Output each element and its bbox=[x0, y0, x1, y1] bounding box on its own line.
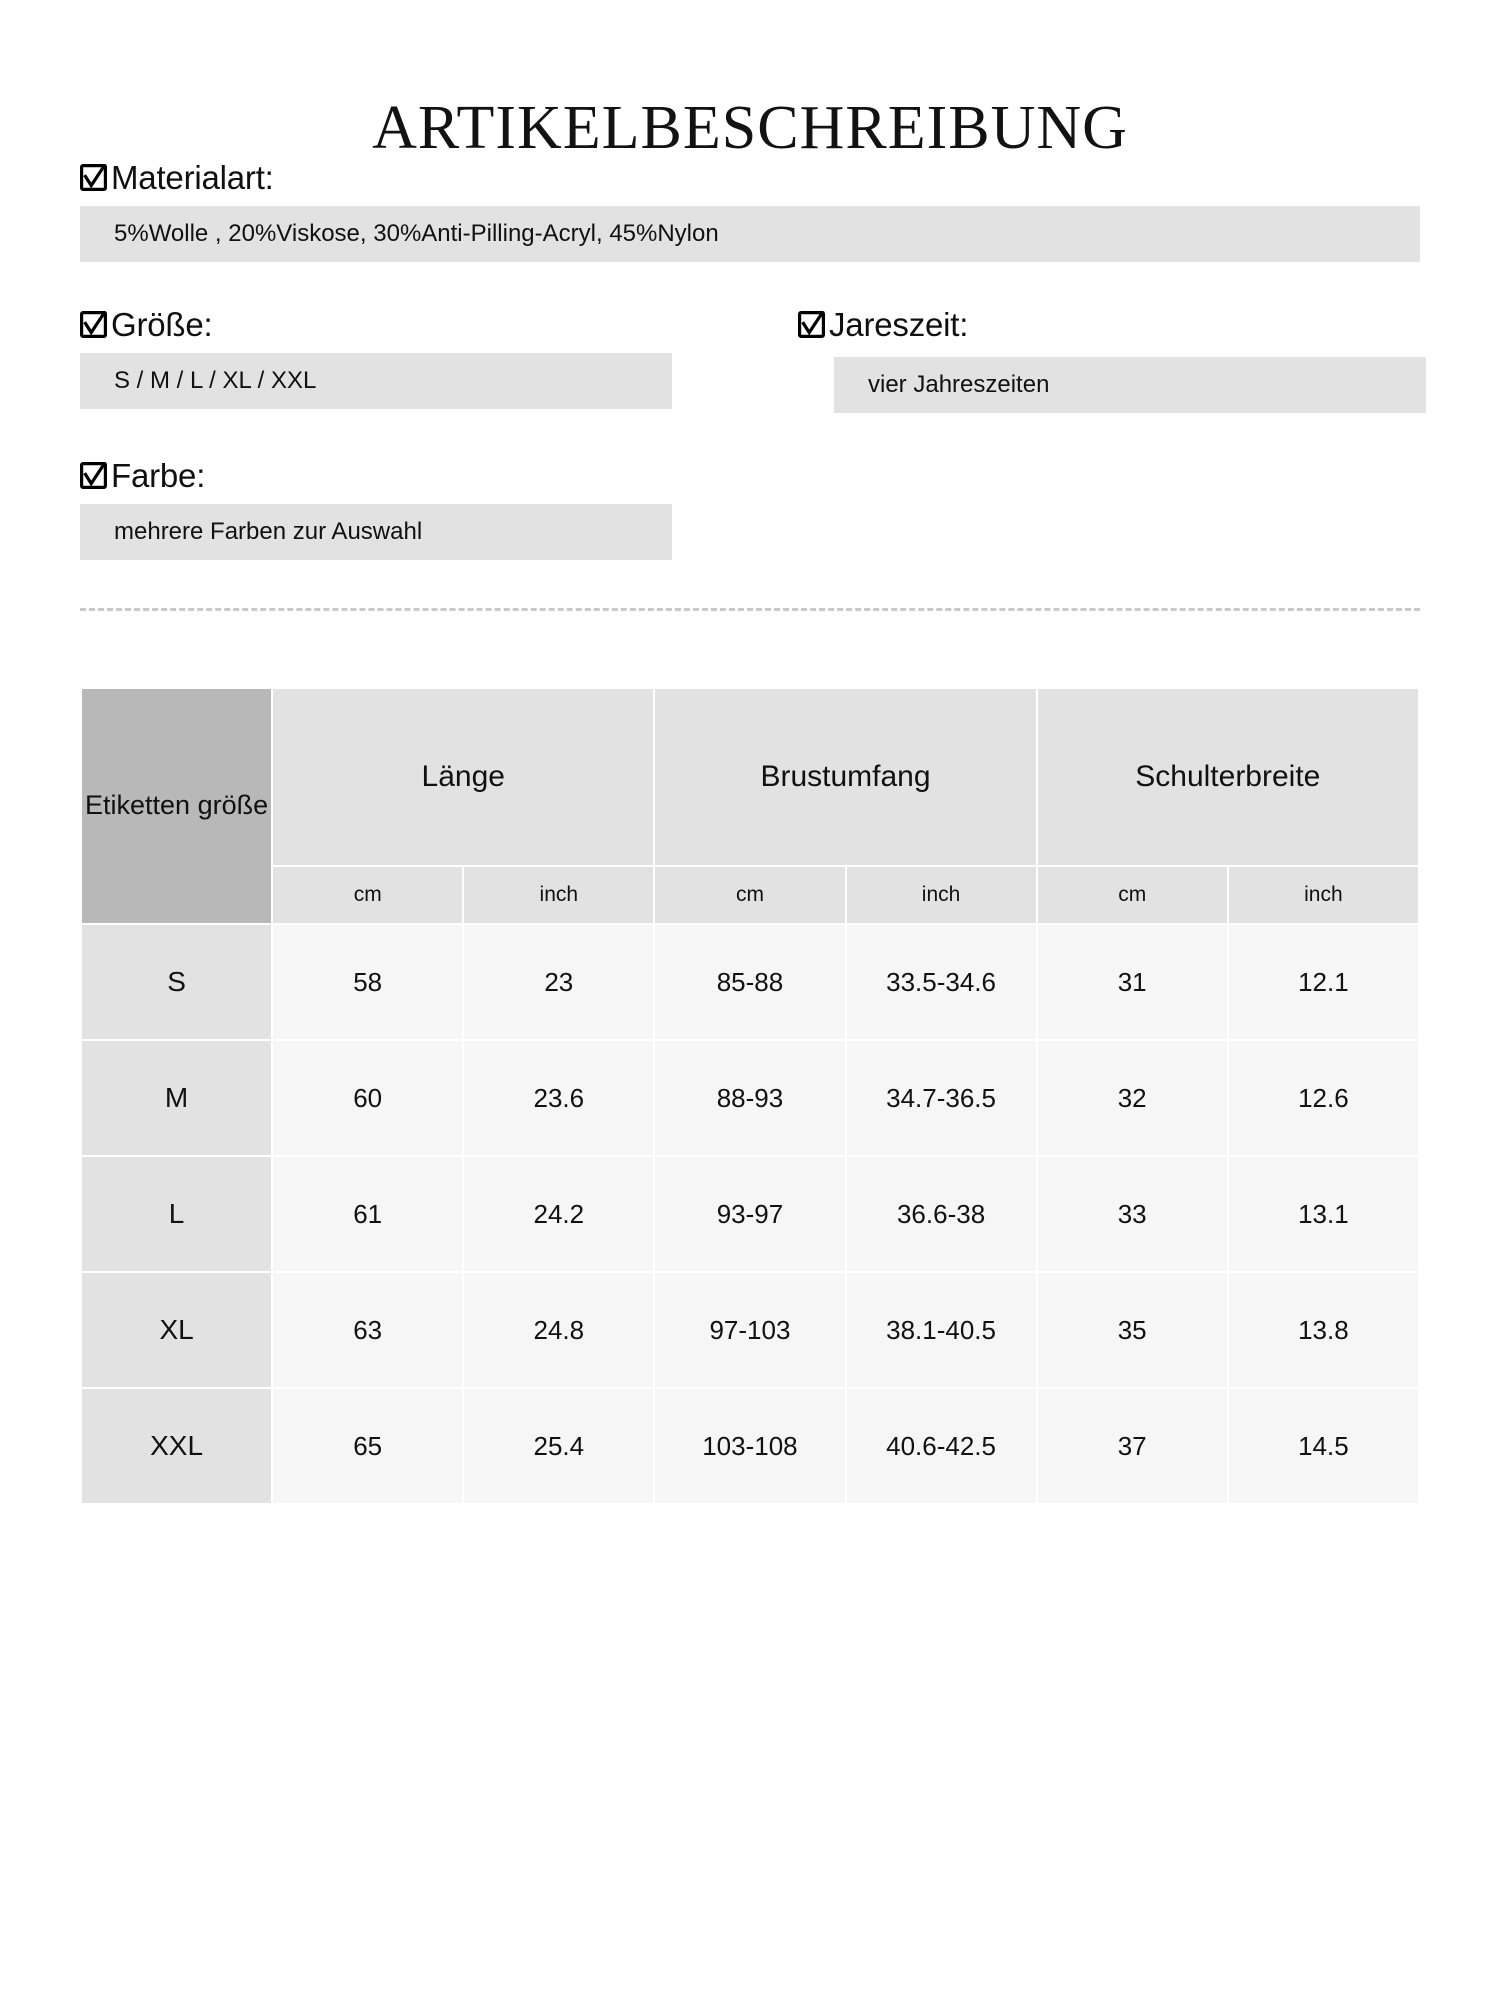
spec-farbe-label-row bbox=[80, 457, 1420, 495]
table-row bbox=[82, 1389, 1418, 1503]
table-cell-schulter-inch: 12.1 bbox=[1229, 925, 1418, 1039]
checkbox-checked-icon bbox=[80, 311, 107, 338]
table-cell-brust-cm: 85-88 bbox=[655, 925, 844, 1039]
spec-jareszeit bbox=[798, 308, 1390, 413]
spec-jareszeit-label: Jareszeit: bbox=[829, 306, 969, 344]
size-chart-body bbox=[82, 925, 1418, 1503]
table-cell-brust-inch: 34.7-36.5 bbox=[847, 1041, 1036, 1155]
table-cell-brust-cm: 97-103 bbox=[655, 1273, 844, 1387]
table-cell-brust-inch: 36.6-38 bbox=[847, 1157, 1036, 1271]
table-header-row-units bbox=[82, 867, 1418, 923]
table-cell-schulter-inch: 13.8 bbox=[1229, 1273, 1418, 1387]
spec-groesse-label-row bbox=[80, 306, 672, 344]
checkbox-checked-icon bbox=[80, 164, 107, 191]
table-row bbox=[82, 925, 1418, 1039]
spec-farbe-label: Farbe: bbox=[111, 457, 206, 495]
table-unit-header-schulter-inch: inch bbox=[1229, 867, 1418, 923]
table-group-header-schulterbreite: Schulterbreite bbox=[1038, 689, 1418, 865]
size-chart-table bbox=[80, 687, 1420, 1505]
table-unit-header-laenge-inch: inch bbox=[464, 867, 653, 923]
table-cell-brust-inch: 38.1-40.5 bbox=[847, 1273, 1036, 1387]
table-cell-brust-inch: 40.6-42.5 bbox=[847, 1389, 1036, 1503]
table-cell-laenge-inch: 25.4 bbox=[464, 1389, 653, 1503]
spec-jareszeit-value: vier Jahreszeiten bbox=[834, 357, 1426, 413]
spec-materialart-label: Materialart: bbox=[111, 159, 274, 197]
spec-jareszeit-label-row bbox=[798, 306, 1390, 344]
table-cell-brust-inch: 33.5-34.6 bbox=[847, 925, 1036, 1039]
table-cell-size: L bbox=[82, 1157, 271, 1271]
table-unit-header-brust-inch: inch bbox=[847, 867, 1036, 923]
table-cell-laenge-inch: 23 bbox=[464, 925, 653, 1039]
table-row bbox=[82, 1157, 1418, 1271]
spec-materialart bbox=[80, 161, 1420, 262]
section-divider bbox=[80, 608, 1420, 611]
spec-materialart-value: 5%Wolle , 20%Viskose, 30%Anti-Pilling-Acryl, 45%Nylon bbox=[80, 206, 1420, 262]
table-cell-size: M bbox=[82, 1041, 271, 1155]
spec-farbe-value: mehrere Farben zur Auswahl bbox=[80, 504, 672, 560]
table-cell-schulter-cm: 32 bbox=[1038, 1041, 1227, 1155]
table-group-header-brustumfang: Brustumfang bbox=[655, 689, 1035, 865]
spec-row-size-season bbox=[80, 308, 1420, 413]
table-cell-laenge-inch: 23.6 bbox=[464, 1041, 653, 1155]
spec-groesse bbox=[80, 308, 672, 413]
table-cell-schulter-cm: 35 bbox=[1038, 1273, 1227, 1387]
table-unit-header-brust-cm: cm bbox=[655, 867, 844, 923]
table-cell-laenge-cm: 61 bbox=[273, 1157, 462, 1271]
table-cell-brust-cm: 93-97 bbox=[655, 1157, 844, 1271]
table-cell-size: XL bbox=[82, 1273, 271, 1387]
spec-materialart-label-row bbox=[80, 159, 1420, 197]
spec-groesse-value: S / M / L / XL / XXL bbox=[80, 353, 672, 409]
table-row bbox=[82, 1273, 1418, 1387]
table-cell-schulter-cm: 37 bbox=[1038, 1389, 1227, 1503]
page-title: ARTIKELBESCHREIBUNG bbox=[372, 94, 1128, 162]
checkbox-checked-icon bbox=[798, 311, 825, 338]
table-cell-brust-cm: 88-93 bbox=[655, 1041, 844, 1155]
table-cell-laenge-cm: 63 bbox=[273, 1273, 462, 1387]
table-cell-laenge-cm: 60 bbox=[273, 1041, 462, 1155]
size-chart-section bbox=[80, 687, 1420, 1505]
table-row bbox=[82, 1041, 1418, 1155]
checkbox-checked-icon bbox=[80, 462, 107, 489]
table-group-header-laenge: Länge bbox=[273, 689, 653, 865]
spec-groesse-label: Größe: bbox=[111, 306, 213, 344]
table-cell-schulter-inch: 14.5 bbox=[1229, 1389, 1418, 1503]
table-cell-schulter-inch: 12.6 bbox=[1229, 1041, 1418, 1155]
table-corner-header: Etiketten größe bbox=[82, 689, 271, 923]
table-unit-header-laenge-cm: cm bbox=[273, 867, 462, 923]
table-cell-laenge-cm: 58 bbox=[273, 925, 462, 1039]
spec-farbe bbox=[80, 459, 1420, 560]
table-header-row-groups bbox=[82, 689, 1418, 865]
table-cell-laenge-inch: 24.8 bbox=[464, 1273, 653, 1387]
size-chart-head bbox=[82, 689, 1418, 923]
table-cell-schulter-cm: 31 bbox=[1038, 925, 1227, 1039]
specifications-section bbox=[80, 161, 1420, 560]
table-cell-brust-cm: 103-108 bbox=[655, 1389, 844, 1503]
table-cell-laenge-cm: 65 bbox=[273, 1389, 462, 1503]
table-cell-schulter-inch: 13.1 bbox=[1229, 1157, 1418, 1271]
table-cell-size: S bbox=[82, 925, 271, 1039]
table-cell-size: XXL bbox=[82, 1389, 271, 1503]
table-cell-schulter-cm: 33 bbox=[1038, 1157, 1227, 1271]
spacer bbox=[80, 413, 1420, 459]
table-cell-laenge-inch: 24.2 bbox=[464, 1157, 653, 1271]
table-unit-header-schulter-cm: cm bbox=[1038, 867, 1227, 923]
